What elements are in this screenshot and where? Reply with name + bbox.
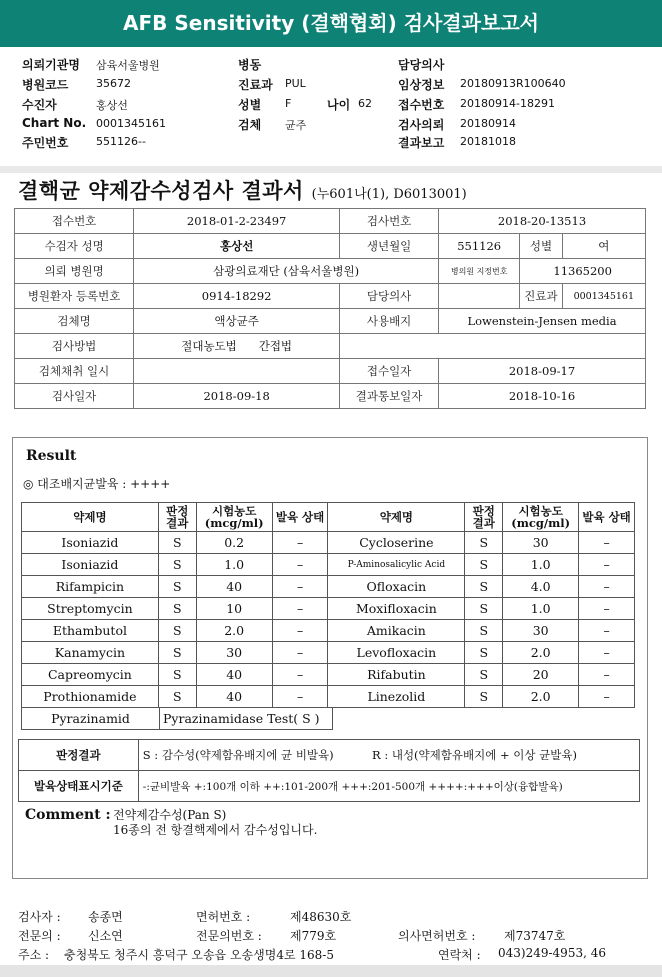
- drug-concentration: 40: [196, 664, 272, 686]
- header-judge: 판정 결과: [465, 503, 503, 532]
- examinee-value: 홍상선: [96, 99, 128, 112]
- drug-name: Streptomycin: [22, 598, 159, 620]
- sex-value: F: [285, 97, 292, 110]
- drug-name: Linezolid: [328, 686, 465, 708]
- drug-concentration: 40: [196, 576, 272, 598]
- patient-reg-no: 0914-18292: [134, 284, 340, 309]
- header-growth: 발육 상태: [272, 503, 328, 532]
- doctor-label: 담당의사: [398, 58, 445, 72]
- drug-concentration: 0.2: [196, 532, 272, 554]
- patient-table: [14, 208, 646, 409]
- sex-label: 성별: [238, 98, 262, 112]
- drug-result: S: [158, 620, 196, 642]
- document-title-text: 결핵균 약제감수성검사 결과서: [18, 178, 304, 203]
- exam-no: 2018-20-13513: [439, 209, 646, 234]
- drug-concentration: 2.0: [503, 686, 579, 708]
- drug-name: Cycloserine: [328, 532, 465, 554]
- drug-name: Kanamycin: [22, 642, 159, 664]
- drug-row: [22, 642, 635, 664]
- drug-concentration: 30: [503, 532, 579, 554]
- drug-name: Levofloxacin: [328, 642, 465, 664]
- drug-growth: –: [579, 620, 635, 642]
- contact: 043)249-4953, 46: [498, 946, 606, 960]
- specimen-name: 액상균주: [134, 309, 340, 334]
- request-label: 검사의뢰: [398, 118, 445, 132]
- specialist-name: 신소연: [88, 929, 123, 943]
- cell-label: 진료과: [520, 284, 562, 309]
- drug-growth: –: [272, 598, 328, 620]
- cell-label: 검체명: [15, 309, 134, 334]
- hospital-code-label: 병원코드: [22, 78, 69, 92]
- drug-concentration: 1.0: [196, 554, 272, 576]
- control-label: ◎ 대조배지균발육 :: [23, 477, 127, 491]
- drug-name: Ethambutol: [22, 620, 159, 642]
- drug-growth: –: [579, 664, 635, 686]
- empty-cell: [340, 334, 646, 359]
- drug-row: [22, 686, 635, 708]
- drug-name: Capreomycin: [22, 664, 159, 686]
- drug-result: S: [158, 686, 196, 708]
- dept-value: PUL: [285, 77, 306, 90]
- bottom-bar: [0, 965, 662, 977]
- examiner-label: 검사자 :: [18, 910, 61, 924]
- designated-no: 11365200: [520, 259, 646, 284]
- drug-result: S: [465, 642, 503, 664]
- drug-result: S: [158, 598, 196, 620]
- drug-result: S: [158, 554, 196, 576]
- cell-label: 성별: [520, 234, 562, 259]
- drug-growth: –: [272, 620, 328, 642]
- method-2: 간접법: [258, 339, 293, 353]
- drug-result: S: [158, 642, 196, 664]
- drug-result: S: [465, 532, 503, 554]
- cell-label: 수검자 성명: [15, 234, 134, 259]
- drug-result: S: [158, 664, 196, 686]
- drug-table: [21, 502, 635, 708]
- drug-growth: –: [579, 554, 635, 576]
- document-title: [18, 175, 467, 205]
- collect-date: [134, 359, 340, 384]
- drug-concentration: 40: [196, 686, 272, 708]
- age-value: 62: [358, 97, 372, 110]
- drug-growth: –: [272, 554, 328, 576]
- cell-label: 검체채취 일시: [15, 359, 134, 384]
- specimen-label: 검체: [238, 118, 262, 132]
- contact-label: 연락처 :: [438, 948, 481, 962]
- receipt-label: 접수번호: [398, 98, 445, 112]
- growth-legend: -:균비발육 +:100개 이하 ++:101-200개 +++:201-500개 ++++:+++이상(융합발육): [138, 771, 639, 802]
- cell-label: 결과통보일자: [340, 384, 439, 409]
- receipt-date: 2018-09-17: [439, 359, 646, 384]
- cell-label: 병의원 지정번호: [439, 259, 520, 284]
- drug-row: [22, 532, 635, 554]
- result-section: [12, 437, 648, 879]
- drug-concentration: 30: [503, 620, 579, 642]
- drug-result: S: [158, 576, 196, 598]
- drug-name: Amikacin: [328, 620, 465, 642]
- drug-growth: –: [579, 598, 635, 620]
- hospital-name: 삼광의료재단 (삼육서울병원): [134, 259, 439, 284]
- drug-name: Ofloxacin: [328, 576, 465, 598]
- drug-concentration: 10: [196, 598, 272, 620]
- chart-value: 0001345161: [96, 117, 166, 130]
- hospital-code-value: 35672: [96, 77, 131, 90]
- request-value: 20180914: [460, 117, 516, 130]
- receipt-no: 2018-01-2-23497: [134, 209, 340, 234]
- report-header: [0, 0, 662, 47]
- drug-name: Isoniazid: [22, 532, 159, 554]
- header-drug: 약제명: [22, 503, 159, 532]
- drug-growth: –: [272, 642, 328, 664]
- method-values: [134, 334, 340, 359]
- control-value: ++++: [130, 477, 171, 491]
- institution-value: 삼육서울병원: [96, 59, 160, 72]
- document-subtitle: (누601나(1), D6013001): [311, 187, 467, 202]
- drug-result: S: [465, 598, 503, 620]
- drug-row: [22, 620, 635, 642]
- divider-bar: [0, 166, 662, 173]
- drug-concentration: 2.0: [503, 642, 579, 664]
- drug-growth: –: [272, 576, 328, 598]
- drug-name: Prothionamide: [22, 686, 159, 708]
- specialist-no-label: 전문의번호 :: [196, 929, 262, 943]
- header-judge: 판정 결과: [158, 503, 196, 532]
- drug-result: S: [465, 576, 503, 598]
- address: 충청북도 청주시 흥덕구 오송읍 오송생명4로 168-5: [64, 948, 334, 962]
- specimen-value: 균주: [285, 119, 307, 132]
- drug-concentration: 30: [196, 642, 272, 664]
- growth-label: 발육상태표시기준: [19, 771, 139, 802]
- patient-sex: 여: [562, 234, 645, 259]
- license-label: 면허번호 :: [196, 910, 251, 924]
- doctor-license-no: 제73747호: [504, 929, 566, 943]
- drug-growth: –: [272, 532, 328, 554]
- comment-text: [113, 808, 317, 838]
- drug-row: [22, 664, 635, 686]
- cell-label: 의뢰 병원명: [15, 259, 134, 284]
- chart-label: Chart No.: [22, 116, 87, 130]
- drug-row: [22, 598, 635, 620]
- rrn-label: 주민번호: [22, 136, 69, 150]
- cell-label: 담당의사: [340, 284, 439, 309]
- rrn-value: 551126--: [96, 135, 146, 148]
- drug-concentration: 1.0: [503, 598, 579, 620]
- drug-growth: –: [272, 686, 328, 708]
- examinee-label: 수진자: [22, 98, 57, 112]
- drug-name: Rifampicin: [22, 576, 159, 598]
- cell-label: 접수일자: [340, 359, 439, 384]
- institution-label: 의뢰기관명: [22, 58, 80, 72]
- birth-date: 551126: [439, 234, 520, 259]
- clinical-value: 20180913R100640: [460, 77, 566, 90]
- drug-name: Moxifloxacin: [328, 598, 465, 620]
- cell-label: 검사번호: [340, 209, 439, 234]
- drug-growth: –: [579, 532, 635, 554]
- cell-label: 병원환자 등록번호: [15, 284, 134, 309]
- comment-line-1: 전약제감수성(Pan S): [113, 808, 227, 822]
- drug-growth: –: [579, 576, 635, 598]
- drug-result: S: [465, 664, 503, 686]
- drug-growth: –: [272, 664, 328, 686]
- scanned-document: [0, 173, 662, 977]
- receipt-value: 20180914-18291: [460, 97, 555, 110]
- drug-result: S: [465, 620, 503, 642]
- report-label: 결과보고: [398, 136, 445, 150]
- comment-line-2: 16종의 전 항결핵제에서 감수성입니다.: [113, 823, 318, 837]
- control-growth: [23, 475, 170, 492]
- judge-s: S : 감수성(약제함유배지에 균 비발육): [138, 740, 368, 771]
- specialist-label: 전문의 :: [18, 929, 61, 943]
- age-label: 나이: [327, 98, 351, 112]
- ward-label: 병동: [238, 58, 262, 72]
- examiner-name: 송종면: [88, 910, 123, 924]
- cell-label: 사용배지: [340, 309, 439, 334]
- drug-concentration: 20: [503, 664, 579, 686]
- drug-result: S: [465, 554, 503, 576]
- judge-r: R : 내성(약제함유배지에 + 이상 균발육): [368, 740, 640, 771]
- dept-label: 진료과: [238, 78, 273, 92]
- drug-name: Rifabutin: [328, 664, 465, 686]
- address-label: 주소 :: [18, 948, 50, 962]
- legend-table: [18, 739, 640, 802]
- drug-concentration: 4.0: [503, 576, 579, 598]
- header-conc: 시험농도 (mcg/ml): [503, 503, 579, 532]
- license-no: 제48630호: [290, 910, 352, 924]
- header-drug: 약제명: [328, 503, 465, 532]
- pyrazinamide-value: Pyrazinamidase Test( S ): [160, 708, 333, 730]
- specialist-no: 제779호: [290, 929, 337, 943]
- drug-result: S: [158, 532, 196, 554]
- drug-concentration: 2.0: [196, 620, 272, 642]
- doctor-license-label: 의사면허번호 :: [398, 929, 476, 943]
- dept-code: 0001345161: [562, 284, 645, 309]
- drug-row: [22, 554, 635, 576]
- pyrazinamide-row: [21, 707, 333, 730]
- cell-label: 접수번호: [15, 209, 134, 234]
- drug-name: Isoniazid: [22, 554, 159, 576]
- report-title: AFB Sensitivity (결핵협회) 검사결과보고서: [123, 11, 539, 35]
- patient-info-panel: [0, 52, 662, 164]
- judge-label: 판정결과: [19, 740, 139, 771]
- drug-row: [22, 576, 635, 598]
- drug-result: S: [465, 686, 503, 708]
- pyrazinamide-name: Pyrazinamid: [22, 708, 160, 730]
- header-conc: 시험농도 (mcg/ml): [196, 503, 272, 532]
- doctor-name: [439, 284, 520, 309]
- report-value: 20181018: [460, 135, 516, 148]
- method-1: 절대농도법: [181, 339, 237, 353]
- drug-growth: –: [579, 642, 635, 664]
- comment-label: Comment :: [25, 807, 111, 823]
- drug-concentration: 1.0: [503, 554, 579, 576]
- exam-date: 2018-09-18: [134, 384, 340, 409]
- patient-name: 홍상선: [134, 234, 340, 259]
- cell-label: 검사일자: [15, 384, 134, 409]
- medium-name: Lowenstein-Jensen media: [439, 309, 646, 334]
- cell-label: 검사방법: [15, 334, 134, 359]
- drug-growth: –: [579, 686, 635, 708]
- clinical-label: 임상정보: [398, 78, 445, 92]
- drug-name: P-Aminosalicylic Acid: [328, 554, 465, 576]
- notify-date: 2018-10-16: [439, 384, 646, 409]
- header-growth: 발육 상태: [579, 503, 635, 532]
- result-title: Result: [26, 448, 77, 464]
- cell-label: 생년월일: [340, 234, 439, 259]
